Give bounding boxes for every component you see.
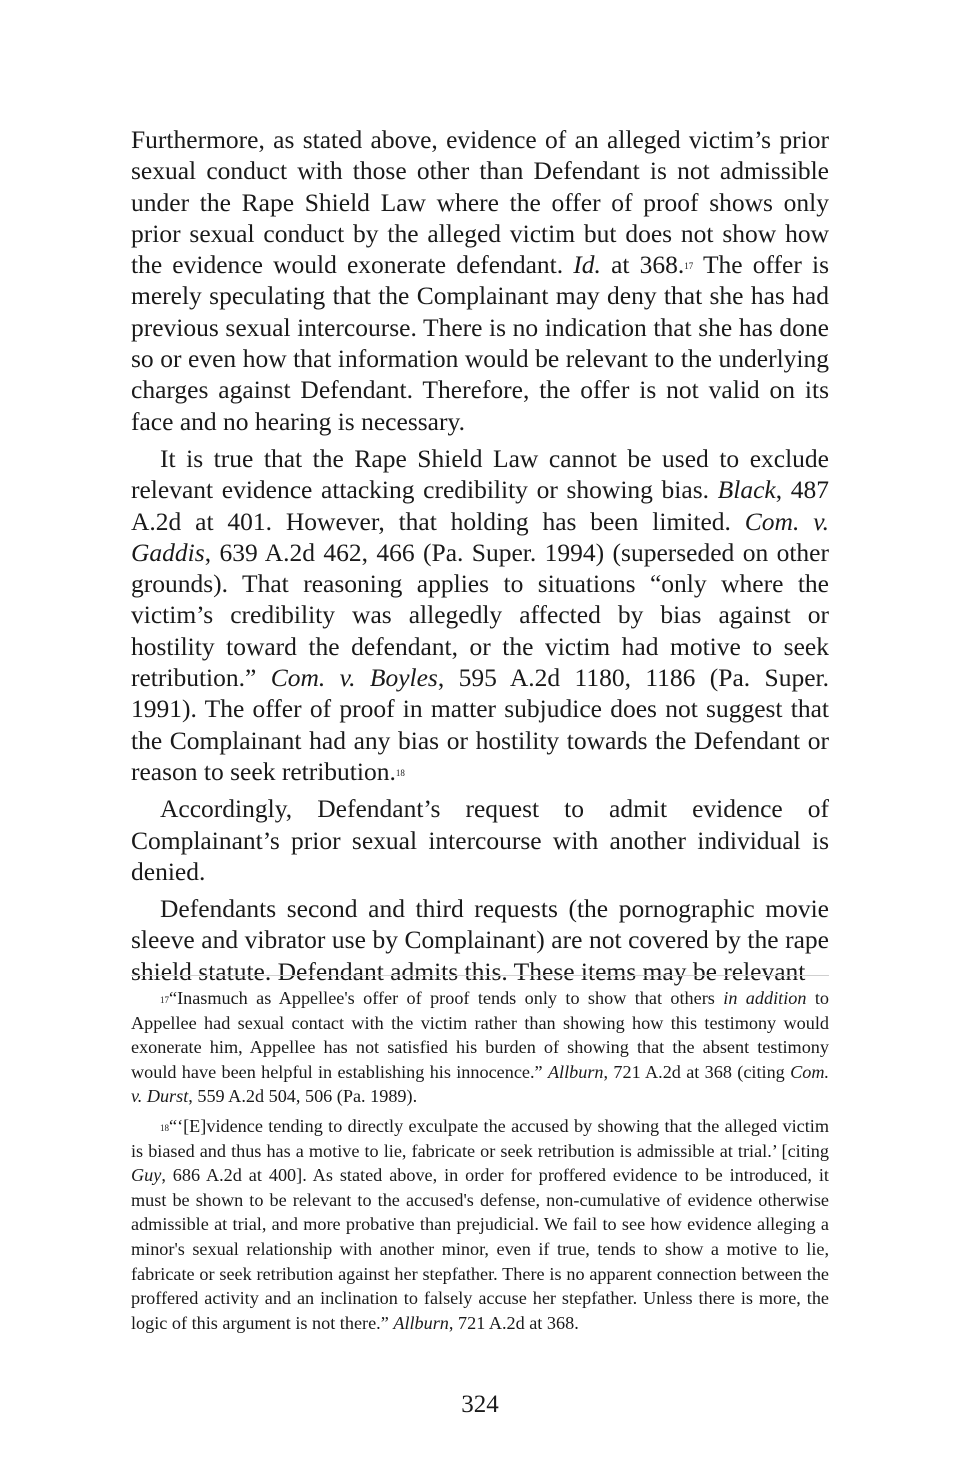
text-run: at 368. — [600, 250, 685, 280]
paragraph-1 — [131, 124, 829, 437]
text-run: , 487 A.2d at 401. However, that holding has been limited. — [131, 475, 829, 536]
citation-boyles: Com. v. Boyles — [270, 663, 438, 693]
text-run: , 559 A.2d 504, 506 (Pa. 1989). — [188, 1086, 418, 1107]
citation-id: Id. — [573, 250, 601, 280]
text-run: , 721 A.2d at 368 (citing — [603, 1061, 791, 1082]
footnote-17 — [131, 986, 829, 1109]
text-run-italic: in addition — [723, 988, 807, 1008]
footnotes — [131, 986, 829, 1340]
footnote-number: 18 — [160, 1122, 169, 1133]
text-run: Furthermore, as stated above, evidence of an alleged victim’s prior sexual conduct with those other than Defendant is not admissible under the Rape Shield Law where the offer of proof shows only prior sexual conduct by the alleged victim but does not show how the evidence would exonerate defendant. — [131, 125, 829, 280]
citation-gaddis: Com. v. Gaddis — [131, 506, 829, 567]
footnote-number: 17 — [160, 995, 169, 1005]
paragraph-2 — [131, 443, 829, 787]
paragraph-3: Accordingly, Defendant’s request to admit evidence of Complainant’s prior sexual intercourse with another individual is denied. — [131, 794, 829, 886]
citation-guy: Guy — [131, 1165, 162, 1186]
paragraph-4: Defendants second and third requests (the pornographic movie sleeve and vibrator use by Complainant) are not covered by the rape shield statute. Defendant admits this. These items may be relevant — [131, 894, 829, 986]
text-run: , 686 A.2d at 400]. As stated above, in order for proffered evidence to be introduced, it must be shown to be relevant to the accused's defense, non-cumulative of evidence otherwise admissible at trial, and more probative than prejudicial. We fail to see how evidence alleging a minor's sexual relationship with another minor, even if true, tends to show a motive to lie, fabricate or seek retribution against her stepfather. There is no apparent connection between the proffered activity and an inclination to falsely accuse her stepfather. Unless there is more, the logic of this argument is not there.” — [131, 1165, 829, 1333]
footnote-ref-17[interactable]: 17 — [684, 261, 694, 272]
text-run: , 721 A.2d at 368. — [448, 1312, 579, 1333]
body-text — [131, 124, 829, 993]
text-run: The offer is merely speculating that the Complainant may deny that she has had previous sexual intercourse. There is no indication that she has done so or even how that information would be relevant to the underlying charges against Defendant. Therefore, the offer is not valid on its face and no hearing is necessary. — [131, 250, 830, 436]
text-run: to Appellee had sexual contact with the victim rather than showing how this testimony would exonerate him, Appellee has not satisfied his burden of showing that the absent testimony would have been helpful in establishing his innocence.” — [131, 988, 829, 1082]
text-run: “Inasmuch as Appellee's offer of proof tends only to show that others — [169, 988, 724, 1008]
citation-allburn: Allburn — [547, 1061, 604, 1082]
citation-durst: Com. v. Durst — [131, 1061, 830, 1107]
citation-black: Black — [717, 475, 776, 505]
text-run: It is true that the Rape Shield Law cannot be used to exclude relevant evidence attacking credibility or showing bias. — [131, 443, 829, 505]
text-run: , 595 A.2d 1180, 1186 (Pa. Super. 1991). The offer of proof in matter subjudice does not suggest that the Complainant had any bias or hostility towards the Defendant or reason to seek retribution. — [131, 663, 829, 786]
footnote-divider — [131, 975, 829, 976]
page-number: 324 — [461, 1391, 499, 1418]
text-run: , 639 A.2d 462, 466 (Pa. Super. 1994) (superseded on other grounds). That reasoning applies to situations “only where the victim’s credibility was allegedly affected by bias against or hostility toward the defendant, or the victim had motive to seek retribution.” — [131, 537, 829, 693]
citation-allburn: Allburn — [393, 1312, 449, 1333]
text-run: “‘[E]vidence tending to directly exculpate the accused by showing that the alleged victim is biased and thus has a motive to lie, fabricate or seek retribution is admissible at trial.’ [citing — [131, 1115, 829, 1161]
footnote-18 — [131, 1114, 829, 1335]
footnote-ref-18[interactable]: 18 — [395, 767, 405, 778]
